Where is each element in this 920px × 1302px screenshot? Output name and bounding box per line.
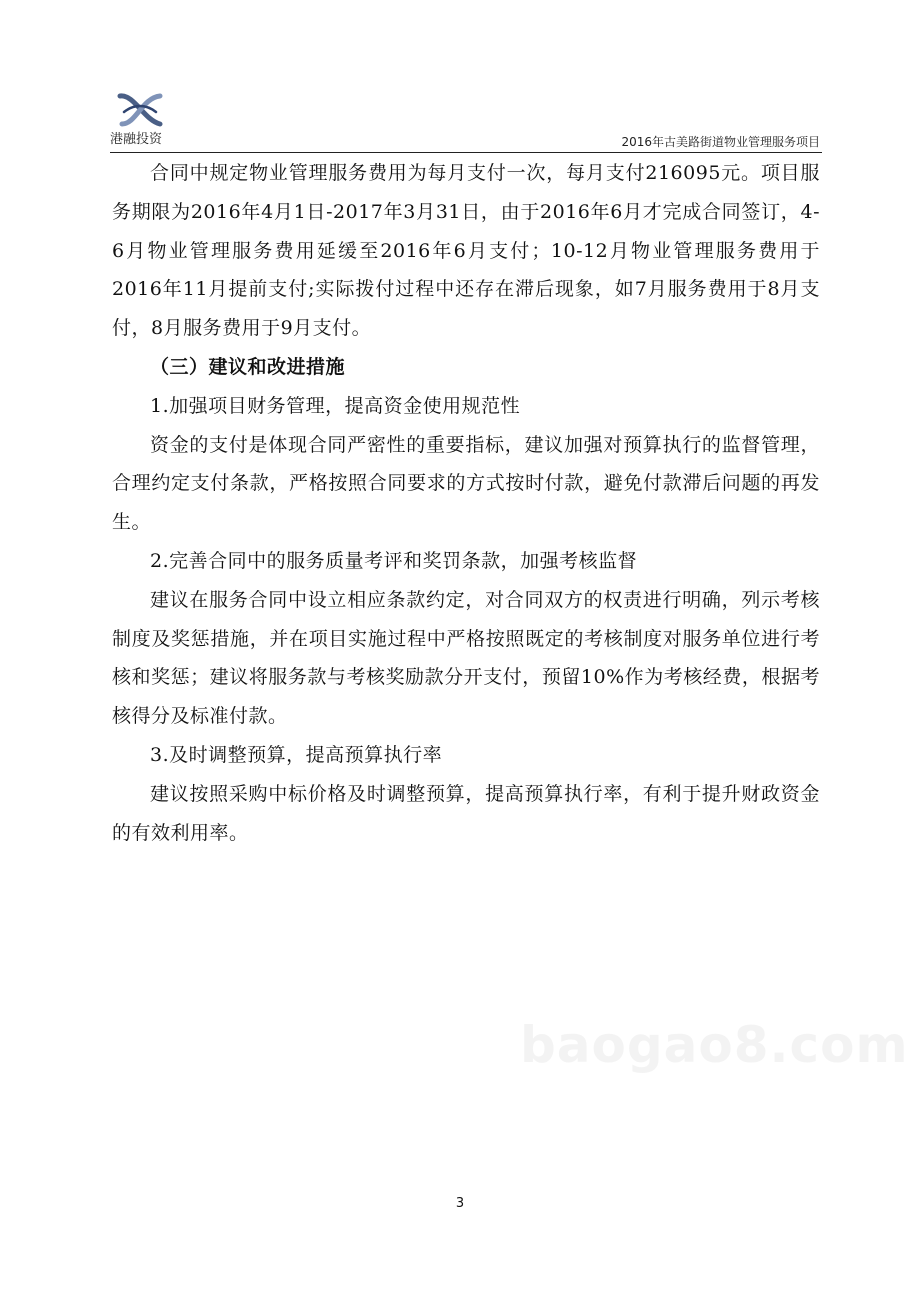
paragraph-2: 建议在服务合同中设立相应条款约定，对合同双方的权责进行明确，列示考核制度及奖惩措施，并在项目实施过程中严格按照既定的考核制度对服务单位进行考核和奖惩；建议将服务款与考核奖励款分开支付，预留10%作为考核经费，根据考核得分及标准付款。 <box>112 588 820 728</box>
company-logo-icon <box>114 90 166 130</box>
subheading-3: 3.及时调整预算，提高预算执行率 <box>150 743 443 766</box>
document-body <box>112 154 820 852</box>
subheading-1: 1.加强项目财务管理，提高资金使用规范性 <box>150 394 521 417</box>
page-number: 3 <box>455 1196 465 1211</box>
company-name: 港融投资 <box>110 132 163 147</box>
paragraph-1: 资金的支付是体现合同严密性的重要指标，建议加强对预算执行的监督管理，合理约定支付条款，严格按照合同要求的方式按时付款，避免付款滞后问题的再发生。 <box>112 433 820 534</box>
paragraph-3: 建议按照采购中标价格及时调整预算，提高预算执行率，有利于提升财政资金的有效利用率。 <box>112 782 820 844</box>
payment-paragraph: 合同中规定物业管理服务费用为每月支付一次，每月支付216095元。项目服务期限为2016年4月1日-2017年3月31日，由于2016年6月才完成合同签订，4-6月物业管理服务费用延缓至2016年6月支付；10-12月物业管理服务费用于2016年11月提前支付;实际拨付过程中还存在滞后现象，如7月服务费用于8月支付，8月服务费用于9月支付。 <box>112 162 820 340</box>
watermark: baogao8.com <box>520 1016 909 1074</box>
section-heading: （三）建议和改进措施 <box>150 355 346 378</box>
page-header <box>110 88 822 153</box>
subheading-2: 2.完善合同中的服务质量考评和奖罚条款，加强考核监督 <box>150 549 638 572</box>
project-title: 2016年古美路街道物业管理服务项目 <box>621 135 820 149</box>
